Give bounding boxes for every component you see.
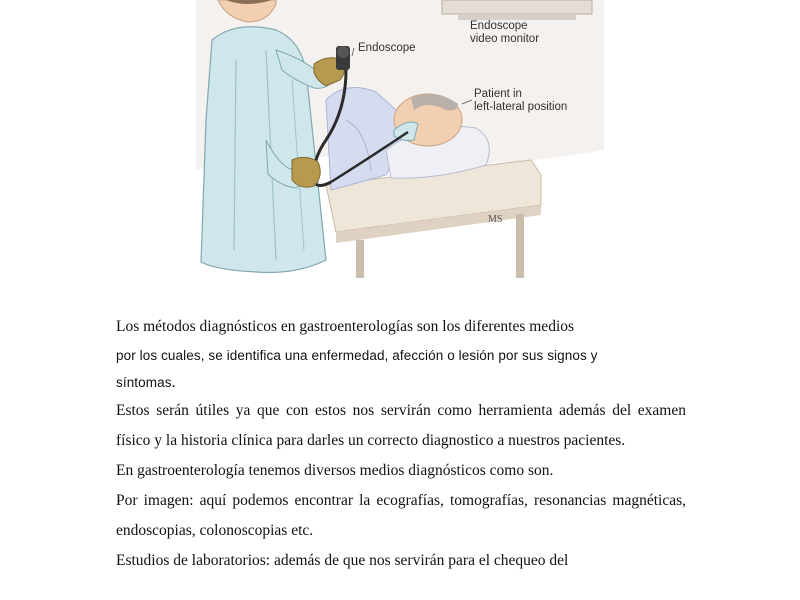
paragraph-line: Estudios de laboratorios: además de que nos servirán para el chequeo del: [116, 552, 569, 569]
paragraph-trail: .: [171, 374, 176, 391]
label-patient-position: [474, 88, 599, 114]
label-line: video monitor: [470, 33, 540, 45]
paragraph-line: Los métodos diagnósticos en gastroenterologías son los diferentes medios: [116, 318, 575, 335]
paragraph-utility: [116, 396, 686, 456]
paragraph-line: Estos serán útiles ya que con estos nos servirán como herramienta además: [116, 402, 606, 419]
paragraph-laboratory: [116, 546, 686, 576]
paragraph-line: nuestros pacientes.: [508, 432, 626, 449]
paragraph-methods: [116, 456, 686, 486]
paragraph-line: resonancias magnéticas, endoscopias, colonoscopias etc.: [116, 492, 686, 539]
paragraph-imaging: [116, 486, 686, 546]
label-endoscope-video-monitor: [470, 20, 590, 46]
paragraph-line: del examen físico y la historia clínica para darles un correcto diagnostico a: [116, 402, 686, 449]
paragraph-definition: [116, 342, 686, 396]
label-line: Endoscope: [470, 20, 528, 32]
document-body: [116, 312, 686, 576]
paragraph-line: por los cuales, se identifica una enfermedad, afección o lesión por sus signos y: [116, 348, 598, 363]
label-endoscope: Endoscope: [358, 42, 416, 54]
label-line: Patient in: [474, 88, 522, 100]
paragraph-line: En gastroenterología tenemos diversos medios diagnósticos como son.: [116, 462, 554, 479]
artist-signature: MS: [488, 214, 503, 225]
paragraph-line: Por imagen: aquí podemos encontrar la ecografías, tomografías,: [116, 492, 528, 509]
label-line: left-lateral position: [474, 101, 568, 113]
paragraph-line: síntomas: [116, 375, 172, 390]
paragraph-intro: [116, 312, 686, 342]
